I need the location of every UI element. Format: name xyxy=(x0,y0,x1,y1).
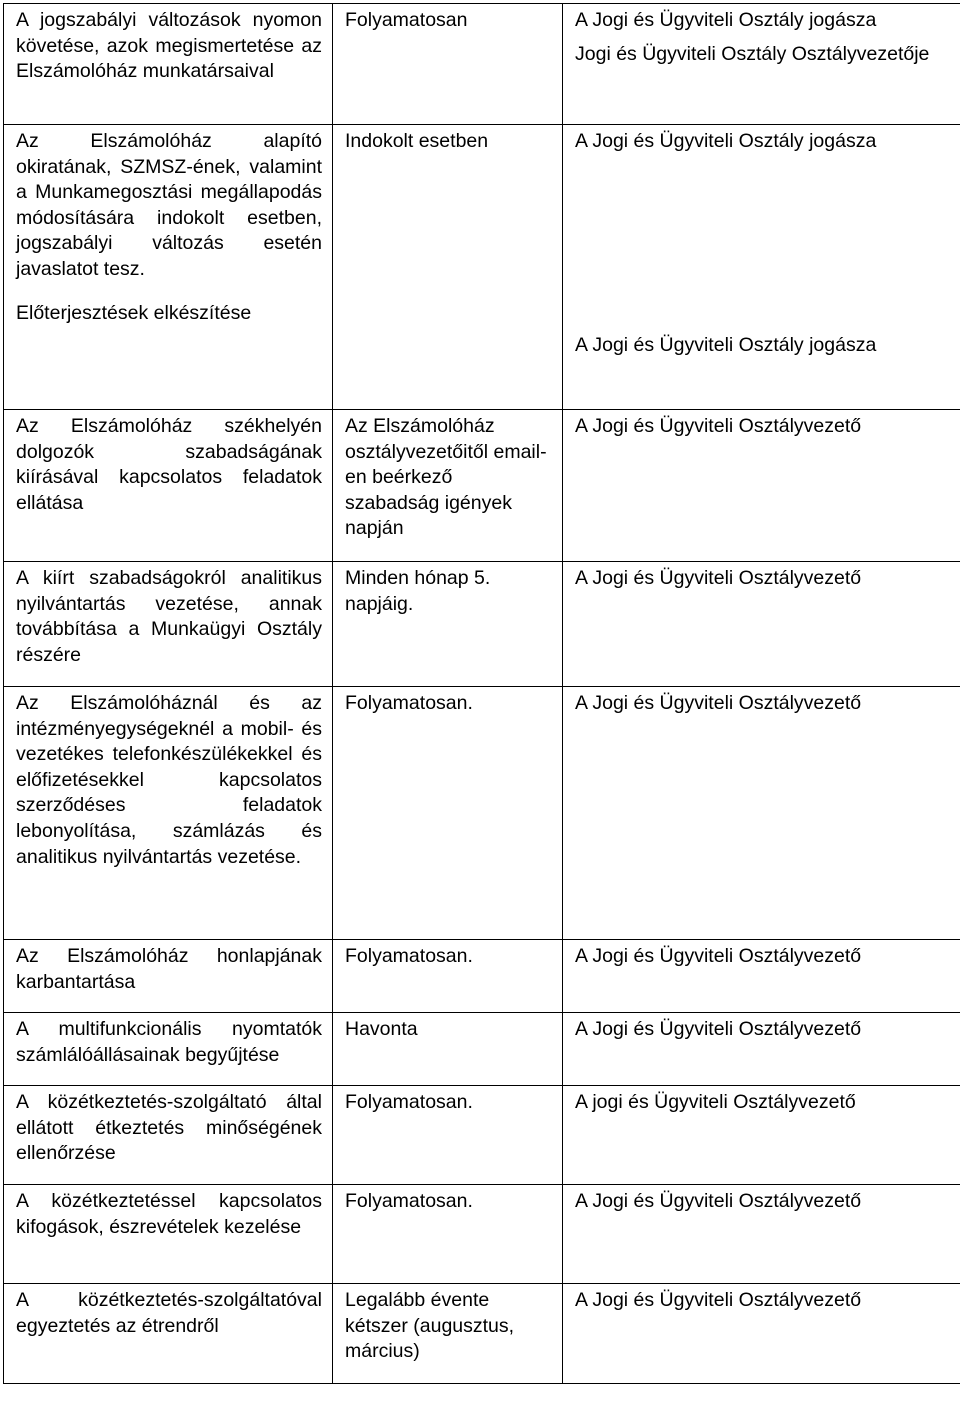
deadline-text: Minden hónap 5. napjáig. xyxy=(345,567,491,615)
deadline-cell xyxy=(333,1284,563,1384)
deadline-cell xyxy=(333,125,563,410)
responsible-text: Jogi és Ügyviteli Osztály Osztályvezetője xyxy=(575,42,930,65)
deadline-text: Havonta xyxy=(345,1018,418,1040)
table-row xyxy=(4,4,960,125)
deadline-text: Legalább évente kétszer (augusztus, március) xyxy=(345,1289,515,1363)
responsible-cell xyxy=(563,1185,960,1284)
responsible-cell xyxy=(563,410,960,562)
responsible-text: A Jogi és Ügyviteli Osztály jogásza xyxy=(575,130,877,152)
task-cell xyxy=(4,562,333,687)
task-text: A közétkeztetés-szolgáltató által ellátott étkeztetés minőségének ellenőrzése xyxy=(16,1091,322,1165)
task-text: Az Elszámolóháznál és az intézményegységeknél a mobil- és vezetékes telefonkészülékekkel és előfizetésekkel kapcsolatos szerződéses feladatok lebonyolítása, számlázás és analitikus nyilvántartás vezetése. xyxy=(16,692,322,868)
responsible-cell xyxy=(563,1013,960,1086)
task-text: A közétkeztetés-szolgáltatóval egyeztetés az étrendről xyxy=(16,1289,322,1337)
deadline-cell xyxy=(333,1185,563,1284)
task-cell xyxy=(4,1284,333,1384)
deadline-cell xyxy=(333,1013,563,1086)
deadline-text: Folyamatosan. xyxy=(345,945,473,967)
table-row xyxy=(4,1284,960,1384)
task-text: Az Elszámolóház honlapjának karbantartása xyxy=(16,945,322,993)
responsible-cell xyxy=(563,4,960,125)
responsible-cell xyxy=(563,940,960,1013)
task-cell xyxy=(4,4,333,125)
responsible-text: A Jogi és Ügyviteli Osztályvezető xyxy=(575,692,862,714)
task-text: A multifunkcionális nyomtatók számlálóállásainak begyűjtése xyxy=(16,1018,322,1066)
responsible-text: A jogi és Ügyviteli Osztályvezető xyxy=(575,1091,856,1113)
responsibility-table xyxy=(3,3,960,1384)
responsible-text: A Jogi és Ügyviteli Osztályvezető xyxy=(575,567,862,589)
table-row xyxy=(4,410,960,562)
responsible-text: A Jogi és Ügyviteli Osztály jogásza xyxy=(575,9,877,31)
deadline-cell xyxy=(333,687,563,940)
deadline-cell xyxy=(333,562,563,687)
deadline-cell xyxy=(333,410,563,562)
table-row xyxy=(4,940,960,1013)
task-cell xyxy=(4,1185,333,1284)
responsible-cell xyxy=(563,562,960,687)
task-cell xyxy=(4,410,333,562)
deadline-cell xyxy=(333,4,563,125)
task-cell xyxy=(4,940,333,1013)
task-cell xyxy=(4,687,333,940)
table-row xyxy=(4,1086,960,1185)
task-text: A közétkeztetéssel kapcsolatos kifogások, észrevételek kezelése xyxy=(16,1190,322,1238)
deadline-text: Folyamatosan. xyxy=(345,1091,473,1113)
responsible-cell xyxy=(563,125,960,410)
task-text: Előterjesztések elkészítése xyxy=(16,301,252,324)
responsible-cell xyxy=(563,1086,960,1185)
responsible-text: A Jogi és Ügyviteli Osztály jogásza xyxy=(575,333,877,356)
task-text: A kiírt szabadságokról analitikus nyilvántartás vezetése, annak továbbítása a Munkaügyi Osztály részére xyxy=(16,567,322,666)
table-row xyxy=(4,562,960,687)
responsible-text: A Jogi és Ügyviteli Osztályvezető xyxy=(575,945,862,967)
responsible-text: A Jogi és Ügyviteli Osztályvezető xyxy=(575,415,862,437)
deadline-cell xyxy=(333,940,563,1013)
deadline-text: Indokolt esetben xyxy=(345,130,489,152)
table-row xyxy=(4,1013,960,1086)
task-cell xyxy=(4,1086,333,1185)
table-row xyxy=(4,1185,960,1284)
responsible-text: A Jogi és Ügyviteli Osztályvezető xyxy=(575,1018,862,1040)
task-cell xyxy=(4,1013,333,1086)
task-cell xyxy=(4,125,333,410)
table-row xyxy=(4,687,960,940)
deadline-text: Folyamatosan. xyxy=(345,1190,473,1212)
deadline-text: Folyamatosan xyxy=(345,9,468,31)
table-row xyxy=(4,125,960,410)
deadline-text: Folyamatosan. xyxy=(345,692,473,714)
deadline-text: Az Elszámolóház osztályvezetőitől email-en beérkező szabadság igények napján xyxy=(345,415,547,540)
responsible-cell xyxy=(563,687,960,940)
task-text: Az Elszámolóház alapító okiratának, SZMSZ-ének, valamint a Munkamegosztási megállapodás módosítására indokolt esetben, jogszabályi változás esetén javaslatot tesz. xyxy=(16,130,322,280)
responsible-cell xyxy=(563,1284,960,1384)
task-text: A jogszabályi változások nyomon követése, azok megismertetése az Elszámolóház munkatársaival xyxy=(16,9,322,83)
task-text: Az Elszámolóház székhelyén dolgozók szabadságának kiírásával kapcsolatos feladatok ellátása xyxy=(16,415,322,514)
responsible-text: A Jogi és Ügyviteli Osztályvezető xyxy=(575,1289,862,1311)
responsible-text: A Jogi és Ügyviteli Osztályvezető xyxy=(575,1190,862,1212)
deadline-cell xyxy=(333,1086,563,1185)
table-body xyxy=(4,4,960,1384)
